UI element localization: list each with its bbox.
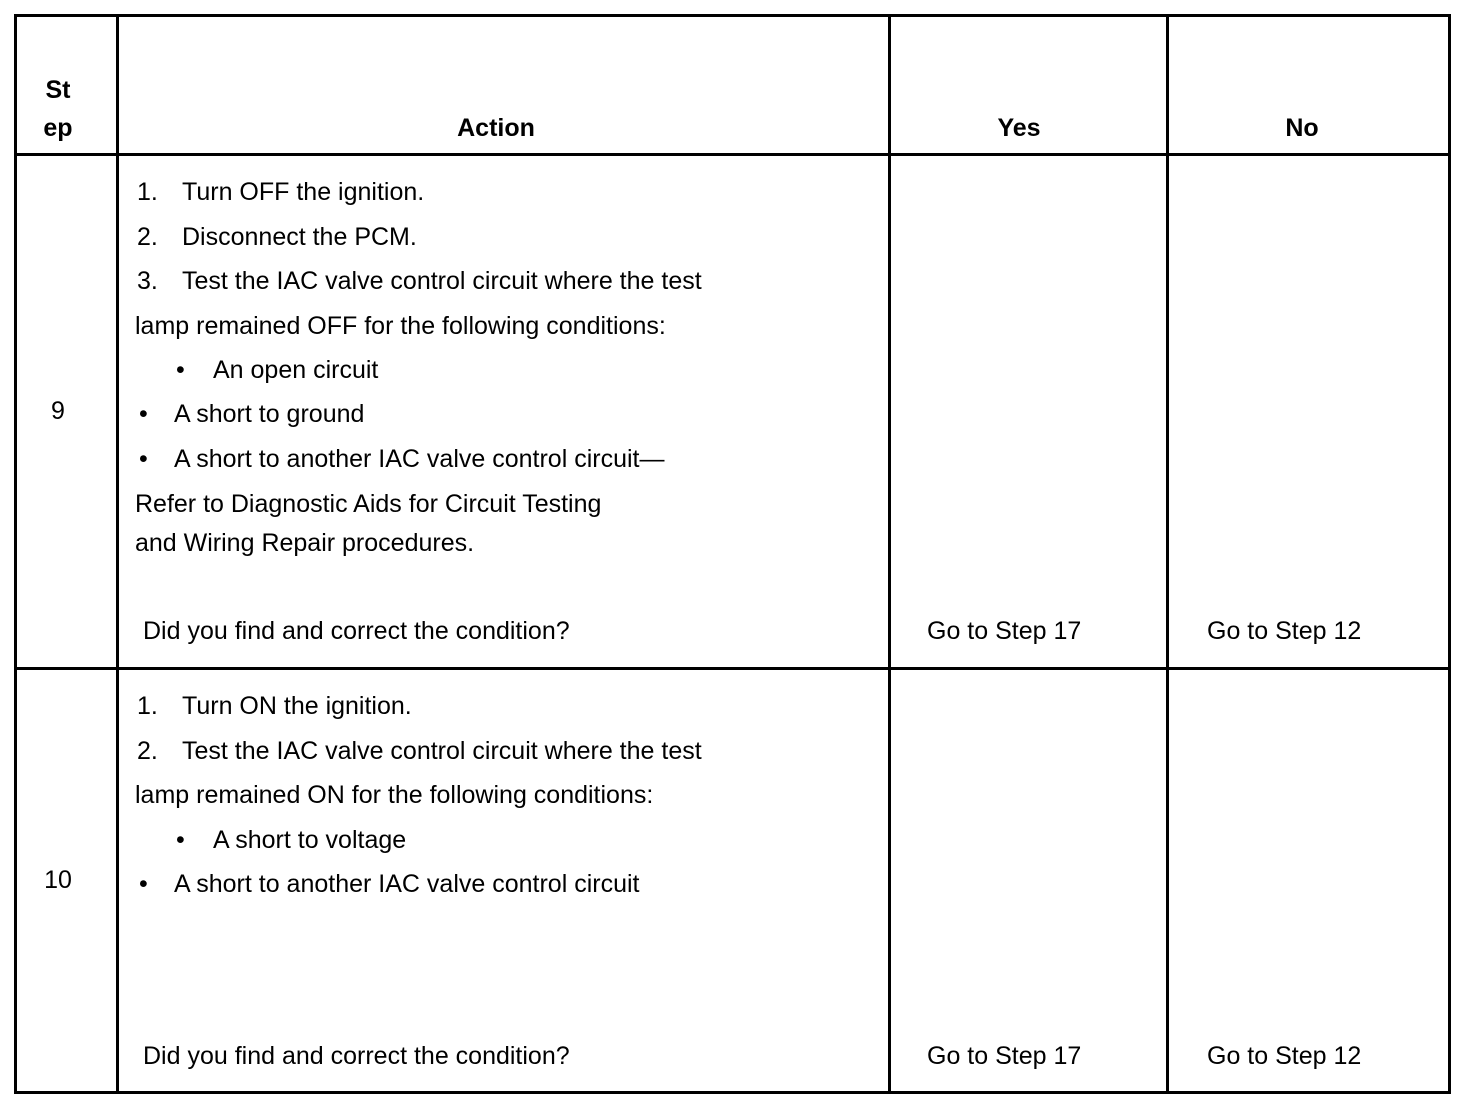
action-line-marker: 2. <box>137 223 158 251</box>
action-line-marker: 1. <box>137 178 158 206</box>
bullet-marker: • <box>139 870 148 898</box>
header-yes: Yes <box>997 114 1041 142</box>
yes-result: Go to Step 17 <box>927 1042 1082 1070</box>
row-divider <box>14 667 1451 670</box>
header-action: Action <box>457 114 535 142</box>
header-no: No <box>1285 114 1319 142</box>
column-divider-action-yes <box>888 14 891 1094</box>
action-line-text: lamp remained ON for the following conditions: <box>135 781 654 809</box>
action-line-text: Turn OFF the ignition. <box>182 178 425 206</box>
action-line-marker: 1. <box>137 692 158 720</box>
step-number: 10 <box>44 866 72 894</box>
column-divider-yes-no <box>1166 14 1169 1094</box>
action-line-text: Refer to Diagnostic Aids for Circuit Testing <box>135 490 602 518</box>
bullet-text: A short to ground <box>174 400 365 428</box>
bullet-marker: • <box>176 356 185 384</box>
no-result: Go to Step 12 <box>1207 1042 1362 1070</box>
header-step-line-2: ep <box>43 114 73 142</box>
bullet-text: A short to another IAC valve control circuit— <box>174 445 665 473</box>
bullet-marker: • <box>139 400 148 428</box>
yes-result: Go to Step 17 <box>927 617 1082 645</box>
bullet-text: A short to voltage <box>213 826 407 854</box>
header-step-line-1: St <box>45 76 71 104</box>
action-question: Did you find and correct the condition? <box>143 1042 570 1070</box>
bullet-marker: • <box>139 445 148 473</box>
action-line-text: and Wiring Repair procedures. <box>135 529 475 557</box>
action-line-marker: 3. <box>137 267 158 295</box>
bullet-text: An open circuit <box>213 356 379 384</box>
no-result: Go to Step 12 <box>1207 617 1362 645</box>
bullet-marker: • <box>176 826 185 854</box>
action-line-marker: 2. <box>137 737 158 765</box>
header-row-divider <box>14 153 1451 156</box>
action-line-text: lamp remained OFF for the following conditions: <box>135 312 666 340</box>
action-line-text: Turn ON the ignition. <box>182 692 412 720</box>
action-line-text: Test the IAC valve control circuit where the test <box>182 737 702 765</box>
column-divider-step-action <box>116 14 119 1094</box>
step-number: 9 <box>51 397 65 425</box>
bullet-text: A short to another IAC valve control circuit <box>174 870 640 898</box>
action-line-text: Test the IAC valve control circuit where the test <box>182 267 702 295</box>
action-question: Did you find and correct the condition? <box>143 617 570 645</box>
action-line-text: Disconnect the PCM. <box>182 223 417 251</box>
